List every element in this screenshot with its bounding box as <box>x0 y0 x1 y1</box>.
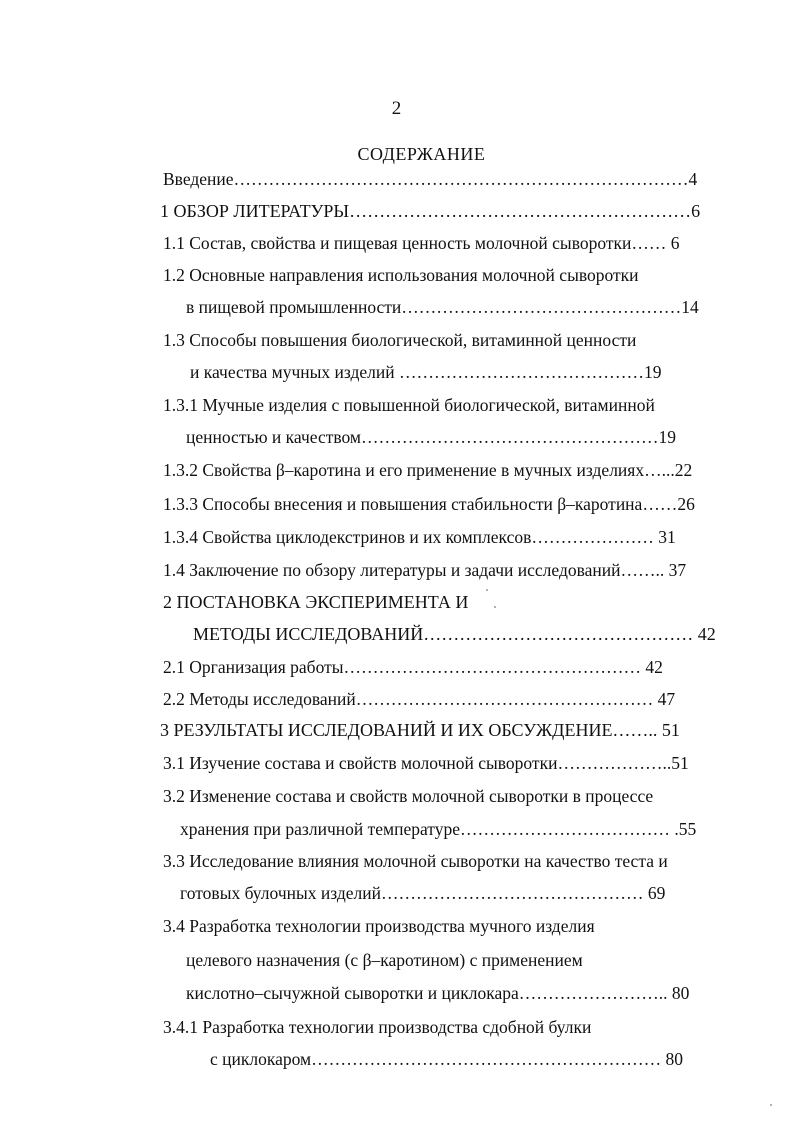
toc-entry: 1.4 Заключение по обзору литературы и задачи исследований…….. 37 <box>163 560 687 580</box>
toc-entry: 3.4.1 Разработка технологии производства сдобной булки <box>163 1017 592 1037</box>
scan-speck <box>494 606 496 608</box>
toc-entry: 1.3.2 Свойства β–каротина и его применение в мучных изделиях…...22 <box>163 460 693 480</box>
toc-entry: 1.1 Состав, свойства и пищевая ценность молочной сыворотки…… 6 <box>163 233 680 253</box>
toc-title: СОДЕРЖАНИЕ <box>357 144 486 164</box>
toc-entry: 1.3.1 Мучные изделия с повышенной биологической, витаминной <box>163 395 655 415</box>
toc-entry: 3.2 Изменение состава и свойств молочной сыворотки в процессе <box>163 786 654 806</box>
toc-entry: готовых булочных изделий……………………………………… 69 <box>180 883 666 903</box>
toc-entry: и качества мучных изделий ……………………………………19 <box>190 362 662 382</box>
toc-entry: 3.4 Разработка технологии производства мучного изделия <box>163 916 595 936</box>
toc-entry: целевого назначения (с β–каротином) с применением <box>186 950 583 970</box>
toc-entry: кислотно–сычужной сыворотки и циклокара…………………….. 80 <box>186 983 690 1003</box>
toc-entry: 3.3 Исследование влияния молочной сыворотки на качество теста и <box>163 851 668 871</box>
page-number: 2 <box>391 98 402 119</box>
toc-entry: 1.3.3 Способы внесения и повышения стабильности β–каротина……26 <box>163 494 695 514</box>
toc-entry: хранения при различной температуре……………………………… .55 <box>180 819 697 839</box>
toc-entry: 1.2 Основные направления использования молочной сыворотки <box>163 265 639 285</box>
scan-speck <box>770 1104 772 1106</box>
toc-entry: 3 РЕЗУЛЬТАТЫ ИССЛЕДОВАНИЙ И ИХ ОБСУЖДЕНИЕ…….. 51 <box>160 720 680 740</box>
toc-entry: 2 ПОСТАНОВКА ЭКСПЕРИМЕНТА И <box>163 592 469 612</box>
toc-entry: 1.3 Способы повышения биологической, витаминной ценности <box>163 330 637 350</box>
toc-entry: 2.1 Организация работы…………………………………………… 42 <box>163 657 663 677</box>
toc-entry: 1 ОБЗОР ЛИТЕРАТУРЫ…………………………………………………6 <box>160 201 701 221</box>
toc-entry: МЕТОДЫ ИССЛЕДОВАНИЙ……………………………………… 42 <box>193 624 716 644</box>
toc-entry: с циклокаром…………………………………………………… 80 <box>210 1049 683 1069</box>
toc-entry: ценностью и качеством……………………………………………19 <box>186 427 676 447</box>
toc-entry: в пищевой промышленности…………………………………………14 <box>186 297 699 317</box>
toc-entry: 2.2 Методы исследований…………………………………………… 47 <box>163 689 676 709</box>
toc-entry: 3.1 Изучение состава и свойств молочной сыворотки………………..51 <box>163 753 689 773</box>
toc-entry: 1.3.4 Свойства циклодекстринов и их комплексов………………… 31 <box>163 527 676 547</box>
scan-speck <box>486 589 488 591</box>
toc-entry: Введение……………………………………………………………………4 <box>163 169 698 189</box>
